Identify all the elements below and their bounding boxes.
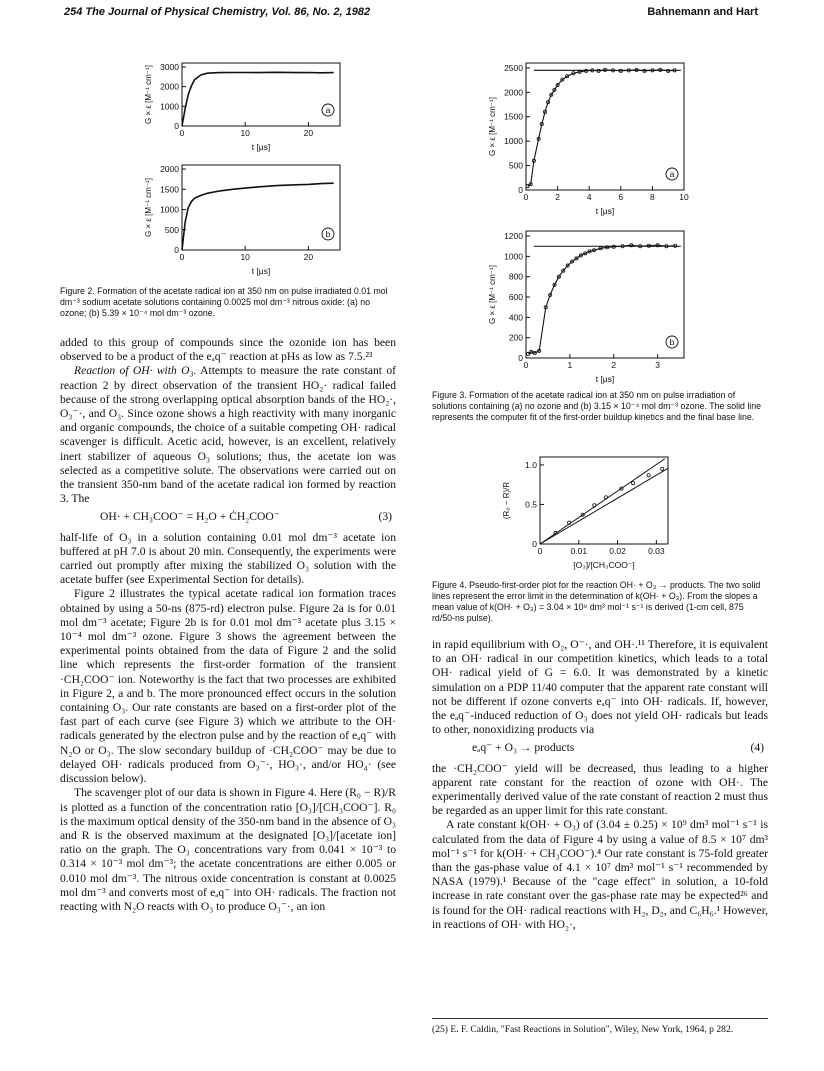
equation-4 — [432, 741, 768, 755]
left-paragraph-3: half-life of O₃ in a solution containing 0.01 mol dm⁻³ acetate ion buffered at pH 7.0 is about 20 min. Consequently, the experiments were carried out promptly after mixing the stabilized O₃ solution with the acetate buffer (see Experimental Section for details). — [60, 530, 396, 587]
y-tick-label: 0 — [518, 353, 523, 363]
y-tick-label: 2000 — [160, 81, 179, 92]
panel-label: a — [325, 105, 331, 115]
equation-4-body: eₐq⁻ + O₃ → products — [472, 741, 575, 755]
x-axis-label: t [μs] — [595, 206, 615, 216]
x-tick-label: 10 — [679, 192, 689, 202]
x-tick-label: 20 — [303, 252, 314, 262]
x-tick-label: 8 — [650, 192, 655, 202]
figure-2b-chart — [142, 160, 352, 278]
y-tick-label: 2000 — [504, 87, 523, 98]
y-tick-label: 2500 — [504, 62, 523, 73]
y-tick-label: 1000 — [504, 251, 523, 262]
y-axis-label: G × ε [M⁻¹ cm⁻¹] — [488, 265, 497, 324]
y-tick-label: 3000 — [160, 61, 179, 72]
y-tick-label: 400 — [508, 312, 523, 323]
right-column — [432, 638, 768, 932]
x-tick-label: 6 — [618, 192, 624, 202]
y-tick-label: 0.5 — [525, 499, 537, 510]
figure-3-caption: Figure 3. Formation of the acetate radical ion at 350 nm on pulse irradiation of solutions containing (a) no ozone and (b) 3.15 × 10⁻⁴ mol dm⁻³ ozone. The solid line represents the computer fit of the first-order buildup kinetics and the final base line. — [432, 390, 762, 422]
plot-frame — [526, 63, 684, 190]
x-tick-label: 20 — [303, 128, 314, 138]
x-tick-label: 4 — [586, 192, 592, 202]
y-axis-label: (R₀ − R)/R — [502, 481, 511, 520]
fit-curve — [528, 70, 675, 186]
right-paragraph-2: the ·CH₂COO⁻ yield will be decreased, thus leading to a higher apparent rate constant for the reaction of ozone with OH·. The experimentally derived value of the rate constant of reaction 2 must thus be regarded as an upper limit for this rate constant. — [432, 761, 768, 818]
x-tick-label: 3 — [655, 360, 661, 370]
panel-label: b — [669, 337, 675, 347]
y-tick-label: 1000 — [160, 101, 179, 112]
data-point — [647, 474, 650, 477]
plot-frame — [182, 165, 340, 250]
y-tick-label: 600 — [508, 292, 523, 303]
panel-label: b — [325, 229, 331, 239]
y-tick-label: 1200 — [504, 231, 523, 242]
x-tick-label: 10 — [240, 252, 250, 262]
x-tick-label: 0.02 — [609, 546, 626, 556]
y-axis-label: G × ε [M⁻¹ cm⁻¹] — [488, 97, 497, 156]
x-tick-label: 0 — [179, 252, 185, 262]
data-trace — [182, 183, 334, 250]
running-header-left: 254 The Journal of Physical Chemistry, Vol. 86, No. 2, 1982 — [64, 6, 371, 18]
x-tick-label: 0.01 — [570, 546, 588, 556]
x-tick-label: 0.03 — [648, 546, 665, 556]
figure-4-caption: Figure 4. Pseudo-first-order plot for the reaction OH· + O₃ → products. The two solid lines represent the error limit in the determination of k(OH· + O₃). From the slopes a mean value of k(OH· + O₃) = 3.04 × 10⁹ dm³ mol⁻¹ s⁻¹ is derived (1-cm cell, 875 rd/50-ns pulse). — [432, 580, 761, 623]
data-point — [631, 482, 634, 485]
y-tick-label: 0 — [174, 245, 179, 255]
left-column — [60, 336, 396, 914]
x-tick-label: 2 — [555, 192, 560, 202]
x-tick-label: 0 — [523, 192, 529, 202]
x-axis-label: t [μs] — [595, 374, 615, 384]
x-tick-label: 0 — [537, 546, 543, 556]
figure-2a-chart — [142, 58, 352, 154]
figure-2-caption: Figure 2. Formation of the acetate radical ion at 350 nm on pulse irradiated 0.01 mol dm⁻³ sodium acetate solutions containing 0.0025 mol dm⁻³ nitrous oxide: (a) no ozone; (b) 5.39 × 10⁻⁴ mol dm⁻³ ozone. — [60, 286, 388, 318]
figure-3a-chart — [486, 58, 696, 218]
figure-3b-chart — [486, 226, 696, 386]
section-heading-oh-o3: Reaction of OH· with O₃. — [74, 364, 197, 378]
data-point — [661, 467, 664, 470]
right-paragraph-1: in rapid equilibrium with O₂, O⁻·, and OH·.¹¹ Therefore, it is equivalent to an OH· radical in our competition kinetics, which leads to a total OH· radical yield of G = 6.0. It was demonstrated by a kinetic simulation on a PDP 11/40 computer that the apparent rate constant will not be different if ozone converts eₐq⁻ into OH· radicals. If, however, the eₐq⁻-induced reduction of O₃ does not yield OH· radicals but leads to other, nonoxidizing products via — [432, 638, 768, 737]
equation-3-body: OH· + CH₃COO⁻ = H₂O + ĊH₂COO⁻ — [100, 510, 280, 524]
running-header-right: Bahnemann and Hart — [647, 6, 758, 18]
y-tick-label: 500 — [164, 224, 179, 235]
y-axis-label: G × ε [M⁻¹ cm⁻¹] — [144, 65, 153, 124]
left-paragraph-4: Figure 2 illustrates the typical acetate radical ion formation traces obtained by using a 50-ns (875-rd) electron pulse. Figure 2a is for 0.01 mol dm⁻³ acetate; Figure 2b is for 0.01 mol dm⁻³ acetate plus 3.15 × 10⁻⁴ mol dm⁻³ ozone. Figure 3 shows the agreement between the experimental points obtained from the data of Figure 2 and the solid line which represents the first-order formation of the transient ·CH₂COO⁻ ion. Noteworthy is the fact that two processes are exhibited in Figure 2, a and b. The more pronounced effect occurs in the solution containing O₃. Our rate constants are based on a first-order plot of the fast part of each curve (see Figure 3) which we attribute to the OH· radicals generated by the electron pulse and by the reaction of eₐq⁻ with N₂O or O₃. The slow secondary buildup of ·CH₂COO⁻ may be due to delayed OH· radicals produced from O₃⁻·, HO₃·, and/or HO₄· (see discussion below). — [60, 587, 396, 786]
left-paragraph-2 — [60, 364, 396, 506]
y-tick-label: 1.0 — [525, 459, 537, 470]
right-paragraph-3: A rate constant k(OH· + O₃) of (3.04 ± 0.25) × 10⁹ dm³ mol⁻¹ s⁻¹ is calculated from the data of Figure 4 by using a value of 8.5 × 10⁷ dm³ mol⁻¹ s⁻¹ for k(OH· + CH₃COO⁻).⁴ Our rate constant is 75-fold greater than the gas-phase value of 4.1 × 10⁷ dm³ mol⁻¹ s⁻¹ recommended by NASA (1979).¹ Because of the "cage effect" in solution, a 10-fold increase in rate constant over the gas-phase rate may be expected²⁶ and is found for the OH· radical reactions with H₂, D₂, and C₆H₆.¹ However, in reactions of OH· with HO₂·, — [432, 818, 768, 931]
equation-4-number: (4) — [750, 741, 764, 755]
x-tick-label: 10 — [240, 128, 250, 138]
y-tick-label: 0 — [532, 539, 537, 549]
x-tick-label: 1 — [567, 360, 573, 370]
y-axis-label: G × ε [M⁻¹ cm⁻¹] — [144, 178, 153, 237]
x-tick-label: 0 — [179, 128, 185, 138]
y-tick-label: 1500 — [160, 184, 179, 195]
x-axis-label: t [μs] — [251, 266, 271, 276]
fit-line — [540, 468, 668, 544]
data-point — [527, 352, 530, 355]
data-trace — [182, 72, 334, 126]
y-tick-label: 1000 — [504, 136, 523, 147]
fit-curve — [528, 245, 675, 354]
x-axis-label: [O₃]/[CH₃COO⁻] — [573, 560, 635, 570]
y-tick-label: 500 — [508, 160, 523, 171]
y-tick-label: 1500 — [504, 111, 523, 122]
plot-frame — [526, 231, 684, 358]
x-tick-label: 2 — [611, 360, 617, 370]
figure-4-chart — [500, 452, 680, 572]
y-tick-label: 0 — [174, 121, 179, 131]
y-tick-label: 0 — [518, 185, 523, 195]
y-tick-label: 2000 — [160, 164, 179, 175]
x-axis-label: t [μs] — [251, 142, 271, 152]
y-tick-label: 200 — [508, 332, 523, 343]
equation-3 — [60, 510, 396, 524]
reference-25: (25) E. F. Caldin, "Fast Reactions in Solution", Wiley, New York, 1964, p 282. — [432, 1018, 768, 1036]
left-paragraph-2-text: Attempts to measure the rate constant of reaction 2 by direct observation of the transient HO₂· radical failed because of the strong overlapping optical absorption bands of the HO₂·, O₃⁻·, and O₃. Since ozone shows a high reactivity with many inorganic and organic compounds, the choice of a suitable competing OH· radical scavenger is difficult. Acetic acid, however, is an excellent, relatively inert stabilizer of aqueous O₃ solutions; thus, the acetate ion was selected as a competitive solute. The observations were carried out on the transient 350-nm band of the acetate radical ion formed by reaction 3. The — [60, 364, 396, 506]
y-tick-label: 1000 — [160, 204, 179, 215]
fit-line — [540, 459, 665, 544]
x-tick-label: 0 — [523, 360, 529, 370]
equation-3-number: (3) — [378, 510, 392, 524]
panel-label: a — [669, 169, 675, 179]
y-tick-label: 800 — [508, 271, 523, 282]
left-paragraph-5: The scavenger plot of our data is shown in Figure 4. Here (R₀ − R)/R is plotted as a function of the concentration ratio [O₃]/[CH₃COO⁻]. R₀ is the maximum optical density of the 350-nm band in the absence of O₃ and R is the observed maximum at the designated [O₃]/[acetate ion] ratio on the graph. The O₃ concentrations vary from 0.041 × 10⁻³ to 0.314 × 10⁻³ mol dm⁻³; the acetate concentrations are either 0.005 or 0.010 mol dm⁻³. The nitrous oxide concentration is constant at 0.0025 mol dm⁻³ and converts most of eₐq⁻ into OH· radicals. The fraction not reacting with N₂O reacts with O₃ to produce O₃⁻·, an ion — [60, 786, 396, 913]
left-paragraph-1: added to this group of compounds since the ozonide ion has been observed to be a product of the eₐq⁻ reaction at pHs as low as 7.5.²³ — [60, 336, 396, 364]
